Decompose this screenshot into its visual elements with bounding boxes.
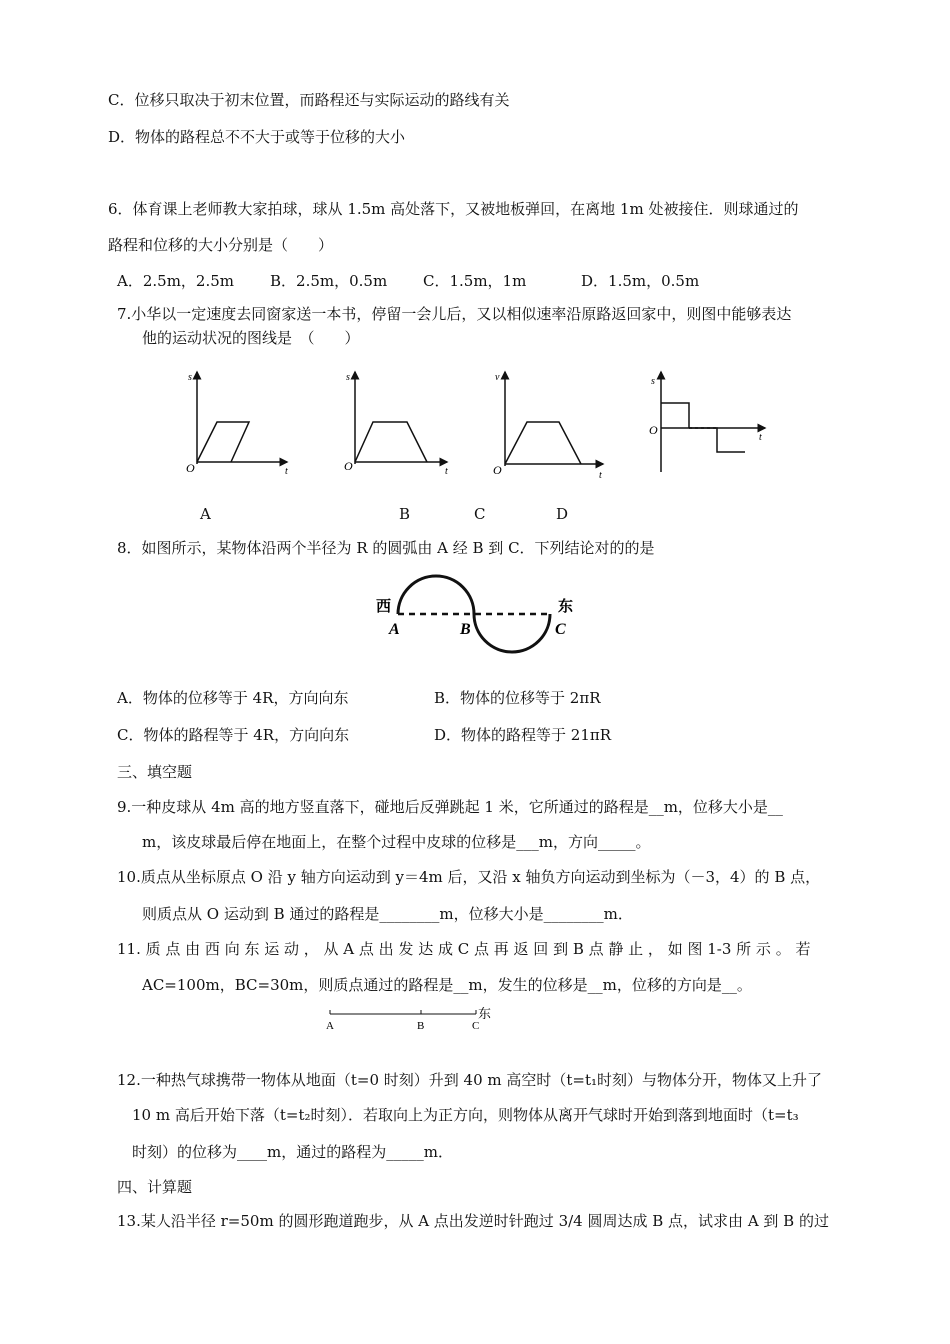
q9-line1: 9.一种皮球从 4m 高的地方竖直落下，碰地后反弹跳起 1 米，它所通过的路程是__m，位移大小是__	[117, 798, 783, 816]
q6-option-b: B．2.5m，0.5m	[270, 272, 388, 290]
q7-graphs	[175, 362, 795, 482]
q7-graph-c-origin: O	[493, 463, 502, 477]
q7-graph-a	[186, 372, 288, 477]
q7-graph-a-xaxis: t	[285, 466, 288, 477]
q7-stem-line1: 7.小华以一定速度去同窗家送一本书，停留一会儿后，又以相似速率沿原路返回家中，则图中能够表达	[117, 305, 792, 323]
q6-stem-line1: 6．体育课上老师教大家拍球，球从 1.5m 高处落下，又被地板弹回，在离地 1m 处被接住．则球通过的	[108, 200, 799, 218]
q7-label-a: A	[200, 505, 211, 523]
q8-point-c: C	[555, 621, 566, 638]
q12-line3: 时刻）的位移为____m，通过的路程为_____m．	[132, 1143, 453, 1161]
q7-graph-c-yaxis: v	[495, 372, 500, 383]
q7-graph-d-xaxis: t	[759, 432, 762, 443]
q7-graph-c-xaxis: t	[599, 470, 602, 481]
q8-stem: 8．如图所示，某物体沿两个半径为 R 的圆弧由 A 经 B 到 C．下列结论对的的是	[117, 539, 655, 557]
q7-graph-a-yaxis: s	[188, 372, 192, 383]
q6-option-d: D．1.5m，0.5m	[581, 272, 700, 290]
q11-point-a: A	[326, 1020, 334, 1032]
q7-graph-b-yaxis: s	[346, 372, 350, 383]
q8-option-c: C．物体的路程等于 4R，方向向东	[117, 726, 350, 744]
q7-graph-d	[649, 372, 765, 472]
q11-line1: 11. 质 点 由 西 向 东 运 动 ， 从 A 点 出 发 达 成 C 点 再 返 回 到 B 点 静 止 ， 如 图 1-3 所 示 。 若	[117, 940, 811, 958]
q8-option-b: B．物体的位移等于 2πR	[434, 689, 601, 707]
q7-graph-c	[493, 372, 603, 481]
q11-point-b: B	[417, 1020, 425, 1032]
q8-option-a: A．物体的位移等于 4R，方向向东	[117, 689, 349, 707]
q11-line2: AC=100m，BC=30m，则质点通过的路程是__m，发生的位移是__m，位移的方向是__。	[142, 976, 752, 994]
q8-figure	[370, 566, 590, 662]
q5-option-d: D．物体的路程总不不大于或等于位移的大小	[108, 128, 406, 146]
q7-label-b: B	[399, 505, 411, 523]
q7-label-d: D	[556, 505, 569, 523]
q11-figure	[320, 1000, 500, 1034]
q6-options	[117, 271, 699, 291]
q7-graph-b-origin: O	[344, 459, 353, 473]
q7-label-c: C	[474, 505, 486, 523]
q8-point-a: A	[389, 621, 400, 638]
q10-line1: 10.质点从坐标原点 O 沿 y 轴方向运动到 y＝4m 后，又沿 x 轴负方向运动到坐标为（－3，4）的 B 点，	[117, 868, 821, 886]
q8-west-label: 西	[376, 599, 392, 615]
q11-east-label: 东	[478, 1006, 492, 1021]
q7-graph-a-origin: O	[186, 461, 195, 475]
section-fill-in-heading: 三、填空题	[117, 763, 193, 781]
q7-stem-line2: 他的运动状况的图线是 （ ）	[142, 329, 360, 347]
q8-east-label: 东	[558, 599, 574, 615]
q8-option-d: D．物体的路程等于 21πR	[434, 726, 612, 744]
q7-graph-b-xaxis: t	[445, 466, 448, 477]
q6-option-a: A．2.5m，2.5m	[117, 272, 234, 290]
q8-point-b: B	[460, 621, 471, 638]
q12-line1: 12.一种热气球携带一物体从地面（t=0 时刻）升到 40 m 高空时（t=t₁时刻）与物体分开，物体又上升了	[117, 1071, 823, 1089]
q13-line1: 13.某人沿半径 r=50m 的圆形跑道跑步，从 A 点出发逆时针跑过 3/4 圆周达成 B 点，试求由 A 到 B 的过	[117, 1212, 829, 1230]
q10-line2: 则质点从 O 运动到 B 通过的路程是________m，位移大小是________m．	[142, 905, 633, 923]
q7-graph-d-yaxis: s	[651, 376, 655, 387]
q7-graph-d-origin: O	[649, 423, 658, 437]
q6-stem-line2: 路程和位移的大小分别是（ ）	[108, 236, 334, 254]
q11-point-c: C	[472, 1020, 480, 1032]
section-calc-heading: 四、计算题	[117, 1178, 193, 1196]
q6-option-c: C．1.5m，1m	[423, 272, 527, 290]
q9-line2: m，该皮球最后停在地面上，在整个过程中皮球的位移是___m，方向_____。	[142, 833, 651, 851]
q7-graph-b	[344, 372, 448, 477]
q5-option-c: C．位移只取决于初末位置，而路程还与实际运动的路线有关	[108, 91, 510, 109]
q12-line2: 10 m 高后开始下落（t=t₂时刻）．若取向上为正方向，则物体从离开气球时开始到落到地面时（t=t₃	[132, 1106, 799, 1124]
